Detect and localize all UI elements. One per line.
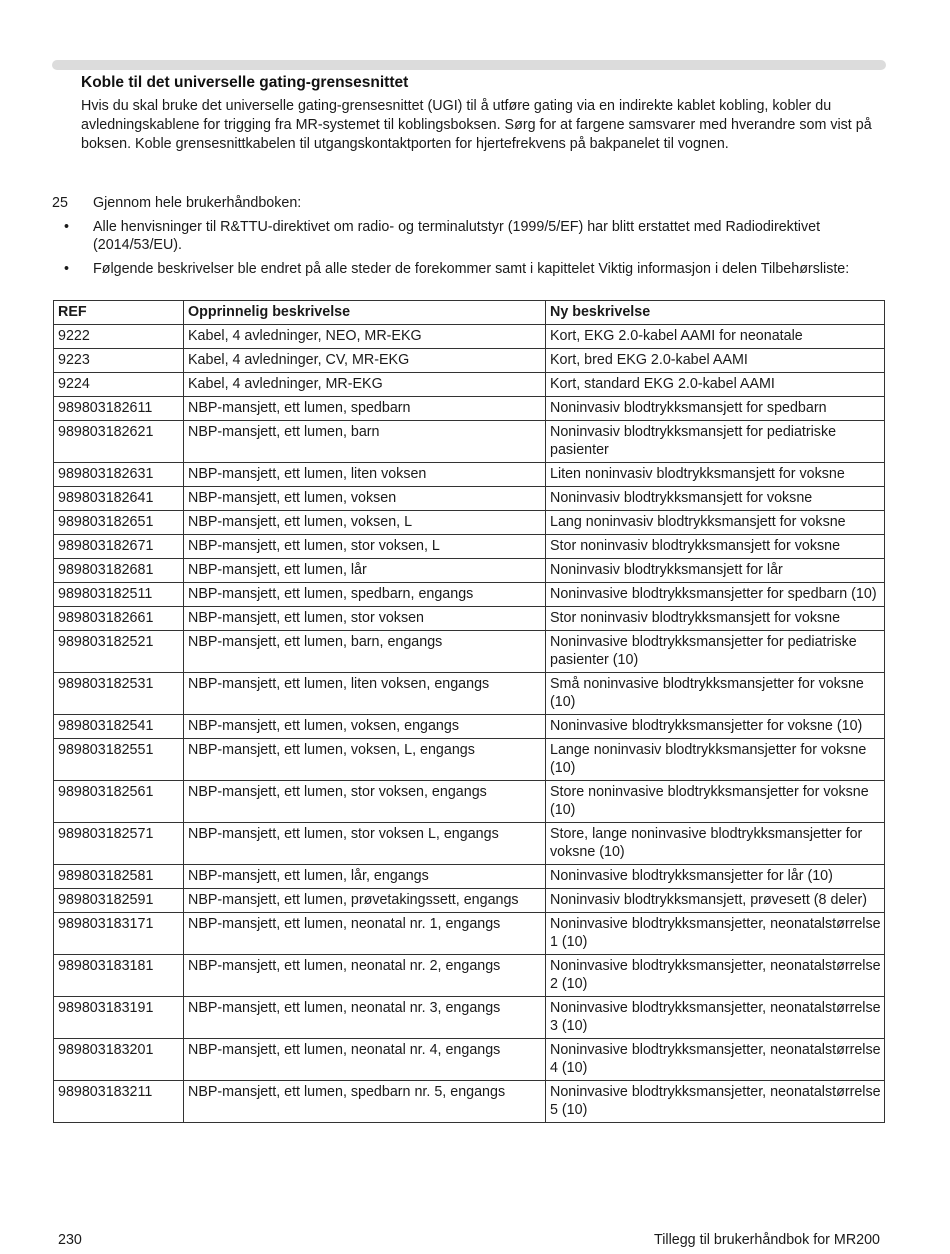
- cell-new: Kort, bred EKG 2.0-kabel AAMI: [546, 349, 885, 373]
- cell-ref: 989803182641: [54, 487, 184, 511]
- cell-new: Noninvasive blodtrykksmansjetter for spedbarn (10): [546, 583, 885, 607]
- cell-new: Store, lange noninvasive blodtrykksmansjetter for voksne (10): [546, 823, 885, 865]
- table-row: [54, 913, 885, 955]
- cell-original: NBP-mansjett, ett lumen, spedbarn nr. 5, engangs: [184, 1081, 546, 1123]
- cell-original: NBP-mansjett, ett lumen, spedbarn: [184, 397, 546, 421]
- cell-ref: 989803182591: [54, 889, 184, 913]
- cell-new: Noninvasive blodtrykksmansjetter, neonatalstørrelse 3 (10): [546, 997, 885, 1039]
- cell-ref: 989803183171: [54, 913, 184, 955]
- cell-ref: 989803182551: [54, 739, 184, 781]
- header-original: Opprinnelig beskrivelse: [184, 301, 546, 325]
- cell-new: Noninvasiv blodtrykksmansjett for spedbarn: [546, 397, 885, 421]
- cell-ref: 989803182541: [54, 715, 184, 739]
- table-row: [54, 631, 885, 673]
- cell-original: NBP-mansjett, ett lumen, voksen, L, engangs: [184, 739, 546, 781]
- cell-original: NBP-mansjett, ett lumen, liten voksen: [184, 463, 546, 487]
- cell-ref: 989803182681: [54, 559, 184, 583]
- cell-new: Noninvasiv blodtrykksmansjett for lår: [546, 559, 885, 583]
- cell-ref: 989803183201: [54, 1039, 184, 1081]
- cell-ref: 989803183181: [54, 955, 184, 997]
- note-number: 25: [52, 195, 68, 211]
- cell-ref: 9224: [54, 373, 184, 397]
- table-row: [54, 739, 885, 781]
- cell-ref: 989803182671: [54, 535, 184, 559]
- cell-original: NBP-mansjett, ett lumen, barn: [184, 421, 546, 463]
- cell-new: Noninvasive blodtrykksmansjetter, neonatalstørrelse 1 (10): [546, 913, 885, 955]
- table-row: [54, 865, 885, 889]
- cell-original: NBP-mansjett, ett lumen, voksen: [184, 487, 546, 511]
- cell-new: Noninvasive blodtrykksmansjetter for pediatriske pasienter (10): [546, 631, 885, 673]
- cell-ref: 989803182511: [54, 583, 184, 607]
- cell-ref: 989803182571: [54, 823, 184, 865]
- cell-new: Noninvasive blodtrykksmansjetter, neonatalstørrelse 2 (10): [546, 955, 885, 997]
- table-row: [54, 325, 885, 349]
- cell-ref: 989803182631: [54, 463, 184, 487]
- bullet-text: Alle henvisninger til R&TTU-direktivet om radio- og terminalutstyr (1999/5/EF) har blitt erstattet med Radiodirektivet (2014/53/EU).: [93, 219, 821, 253]
- cell-new: Noninvasiv blodtrykksmansjett, prøvesett (8 deler): [546, 889, 885, 913]
- cell-new: Kort, EKG 2.0-kabel AAMI for neonatale: [546, 325, 885, 349]
- cell-original: NBP-mansjett, ett lumen, prøvetakingssett, engangs: [184, 889, 546, 913]
- table-row: [54, 781, 885, 823]
- cell-new: Lang noninvasiv blodtrykksmansjett for voksne: [546, 511, 885, 535]
- cell-new: Noninvasive blodtrykksmansjetter, neonatalstørrelse 4 (10): [546, 1039, 885, 1081]
- section-divider-bar: [52, 60, 886, 70]
- cell-ref: 9222: [54, 325, 184, 349]
- table-row: [54, 511, 885, 535]
- cell-original: NBP-mansjett, ett lumen, stor voksen: [184, 607, 546, 631]
- header-ref: REF: [54, 301, 184, 325]
- cell-original: NBP-mansjett, ett lumen, liten voksen, engangs: [184, 673, 546, 715]
- bullet-icon: •: [64, 219, 70, 235]
- cell-original: NBP-mansjett, ett lumen, stor voksen L, engangs: [184, 823, 546, 865]
- cell-original: NBP-mansjett, ett lumen, neonatal nr. 3, engangs: [184, 997, 546, 1039]
- cell-original: NBP-mansjett, ett lumen, neonatal nr. 1, engangs: [184, 913, 546, 955]
- note-intro-line: [52, 194, 892, 212]
- note-intro: Gjennom hele brukerhåndboken:: [93, 195, 302, 211]
- bullet-text: Følgende beskrivelser ble endret på alle steder de forekommer samt i kapittelet Viktig informasjon i delen Tilbehørsliste:: [93, 261, 850, 277]
- table-row: [54, 373, 885, 397]
- cell-ref: 989803182651: [54, 511, 184, 535]
- table-row: [54, 607, 885, 631]
- table-row: [54, 955, 885, 997]
- table-row: [54, 673, 885, 715]
- accessory-table: [53, 300, 885, 1123]
- section-title: Koble til det universelle gating-grensesnittet: [81, 74, 409, 91]
- cell-ref: 9223: [54, 349, 184, 373]
- cell-new: Noninvasiv blodtrykksmansjett for pediatriske pasienter: [546, 421, 885, 463]
- cell-original: NBP-mansjett, ett lumen, barn, engangs: [184, 631, 546, 673]
- section-body: Hvis du skal bruke det universelle gating-grensesnittet (UGI) til å utføre gating via en indirekte kablet kobling, kobler du avledningskablene for trigging fra MR-systemet til koblingsboksen. Sørg for at fargene samsvarer med hverandre som vist på boksen. Koble grensesnittkabelen til utgangskontaktporten for hjertefrekvens på bakpanelet til vognen.: [81, 98, 872, 152]
- note-25: [52, 194, 892, 278]
- cell-original: Kabel, 4 avledninger, MR-EKG: [184, 373, 546, 397]
- table-row: [54, 1039, 885, 1081]
- cell-ref: 989803182521: [54, 631, 184, 673]
- table-row: [54, 487, 885, 511]
- table-row: [54, 889, 885, 913]
- cell-original: NBP-mansjett, ett lumen, lår, engangs: [184, 865, 546, 889]
- cell-new: Lange noninvasiv blodtrykksmansjetter for voksne (10): [546, 739, 885, 781]
- cell-ref: 989803182611: [54, 397, 184, 421]
- cell-new: Stor noninvasiv blodtrykksmansjett for voksne: [546, 607, 885, 631]
- table-header-row: [54, 301, 885, 325]
- cell-new: Stor noninvasiv blodtrykksmansjett for voksne: [546, 535, 885, 559]
- cell-original: NBP-mansjett, ett lumen, neonatal nr. 2, engangs: [184, 955, 546, 997]
- table-row: [54, 559, 885, 583]
- table-row: [54, 463, 885, 487]
- table-row: [54, 535, 885, 559]
- bullet-item: [52, 260, 892, 278]
- table-body: [54, 325, 885, 1123]
- cell-ref: 989803183211: [54, 1081, 184, 1123]
- table-row: [54, 997, 885, 1039]
- cell-ref: 989803182661: [54, 607, 184, 631]
- cell-new: Noninvasive blodtrykksmansjetter for voksne (10): [546, 715, 885, 739]
- header-new: Ny beskrivelse: [546, 301, 885, 325]
- cell-ref: 989803182531: [54, 673, 184, 715]
- cell-new: Noninvasiv blodtrykksmansjett for voksne: [546, 487, 885, 511]
- table-row: [54, 715, 885, 739]
- cell-new: Noninvasive blodtrykksmansjetter for lår (10): [546, 865, 885, 889]
- cell-original: Kabel, 4 avledninger, CV, MR-EKG: [184, 349, 546, 373]
- bullet-item: [52, 218, 892, 254]
- cell-new: Små noninvasive blodtrykksmansjetter for voksne (10): [546, 673, 885, 715]
- cell-original: NBP-mansjett, ett lumen, lår: [184, 559, 546, 583]
- cell-ref: 989803182621: [54, 421, 184, 463]
- cell-original: NBP-mansjett, ett lumen, voksen, engangs: [184, 715, 546, 739]
- table-row: [54, 823, 885, 865]
- cell-original: NBP-mansjett, ett lumen, stor voksen, L: [184, 535, 546, 559]
- table-row: [54, 397, 885, 421]
- ugi-section: [81, 74, 889, 154]
- cell-original: NBP-mansjett, ett lumen, stor voksen, engangs: [184, 781, 546, 823]
- cell-new: Store noninvasive blodtrykksmansjetter for voksne (10): [546, 781, 885, 823]
- cell-new: Liten noninvasiv blodtrykksmansjett for voksne: [546, 463, 885, 487]
- cell-new: Noninvasive blodtrykksmansjetter, neonatalstørrelse 5 (10): [546, 1081, 885, 1123]
- footer-title: Tillegg til brukerhåndbok for MR200: [654, 1232, 880, 1248]
- cell-ref: 989803182581: [54, 865, 184, 889]
- cell-ref: 989803182561: [54, 781, 184, 823]
- cell-original: NBP-mansjett, ett lumen, neonatal nr. 4, engangs: [184, 1039, 546, 1081]
- cell-original: NBP-mansjett, ett lumen, voksen, L: [184, 511, 546, 535]
- table-row: [54, 421, 885, 463]
- page-number: 230: [58, 1232, 82, 1248]
- cell-new: Kort, standard EKG 2.0-kabel AAMI: [546, 373, 885, 397]
- cell-original: NBP-mansjett, ett lumen, spedbarn, engangs: [184, 583, 546, 607]
- table-row: [54, 583, 885, 607]
- cell-ref: 989803183191: [54, 997, 184, 1039]
- table-row: [54, 349, 885, 373]
- table-row: [54, 1081, 885, 1123]
- cell-original: Kabel, 4 avledninger, NEO, MR-EKG: [184, 325, 546, 349]
- bullet-icon: •: [64, 261, 70, 277]
